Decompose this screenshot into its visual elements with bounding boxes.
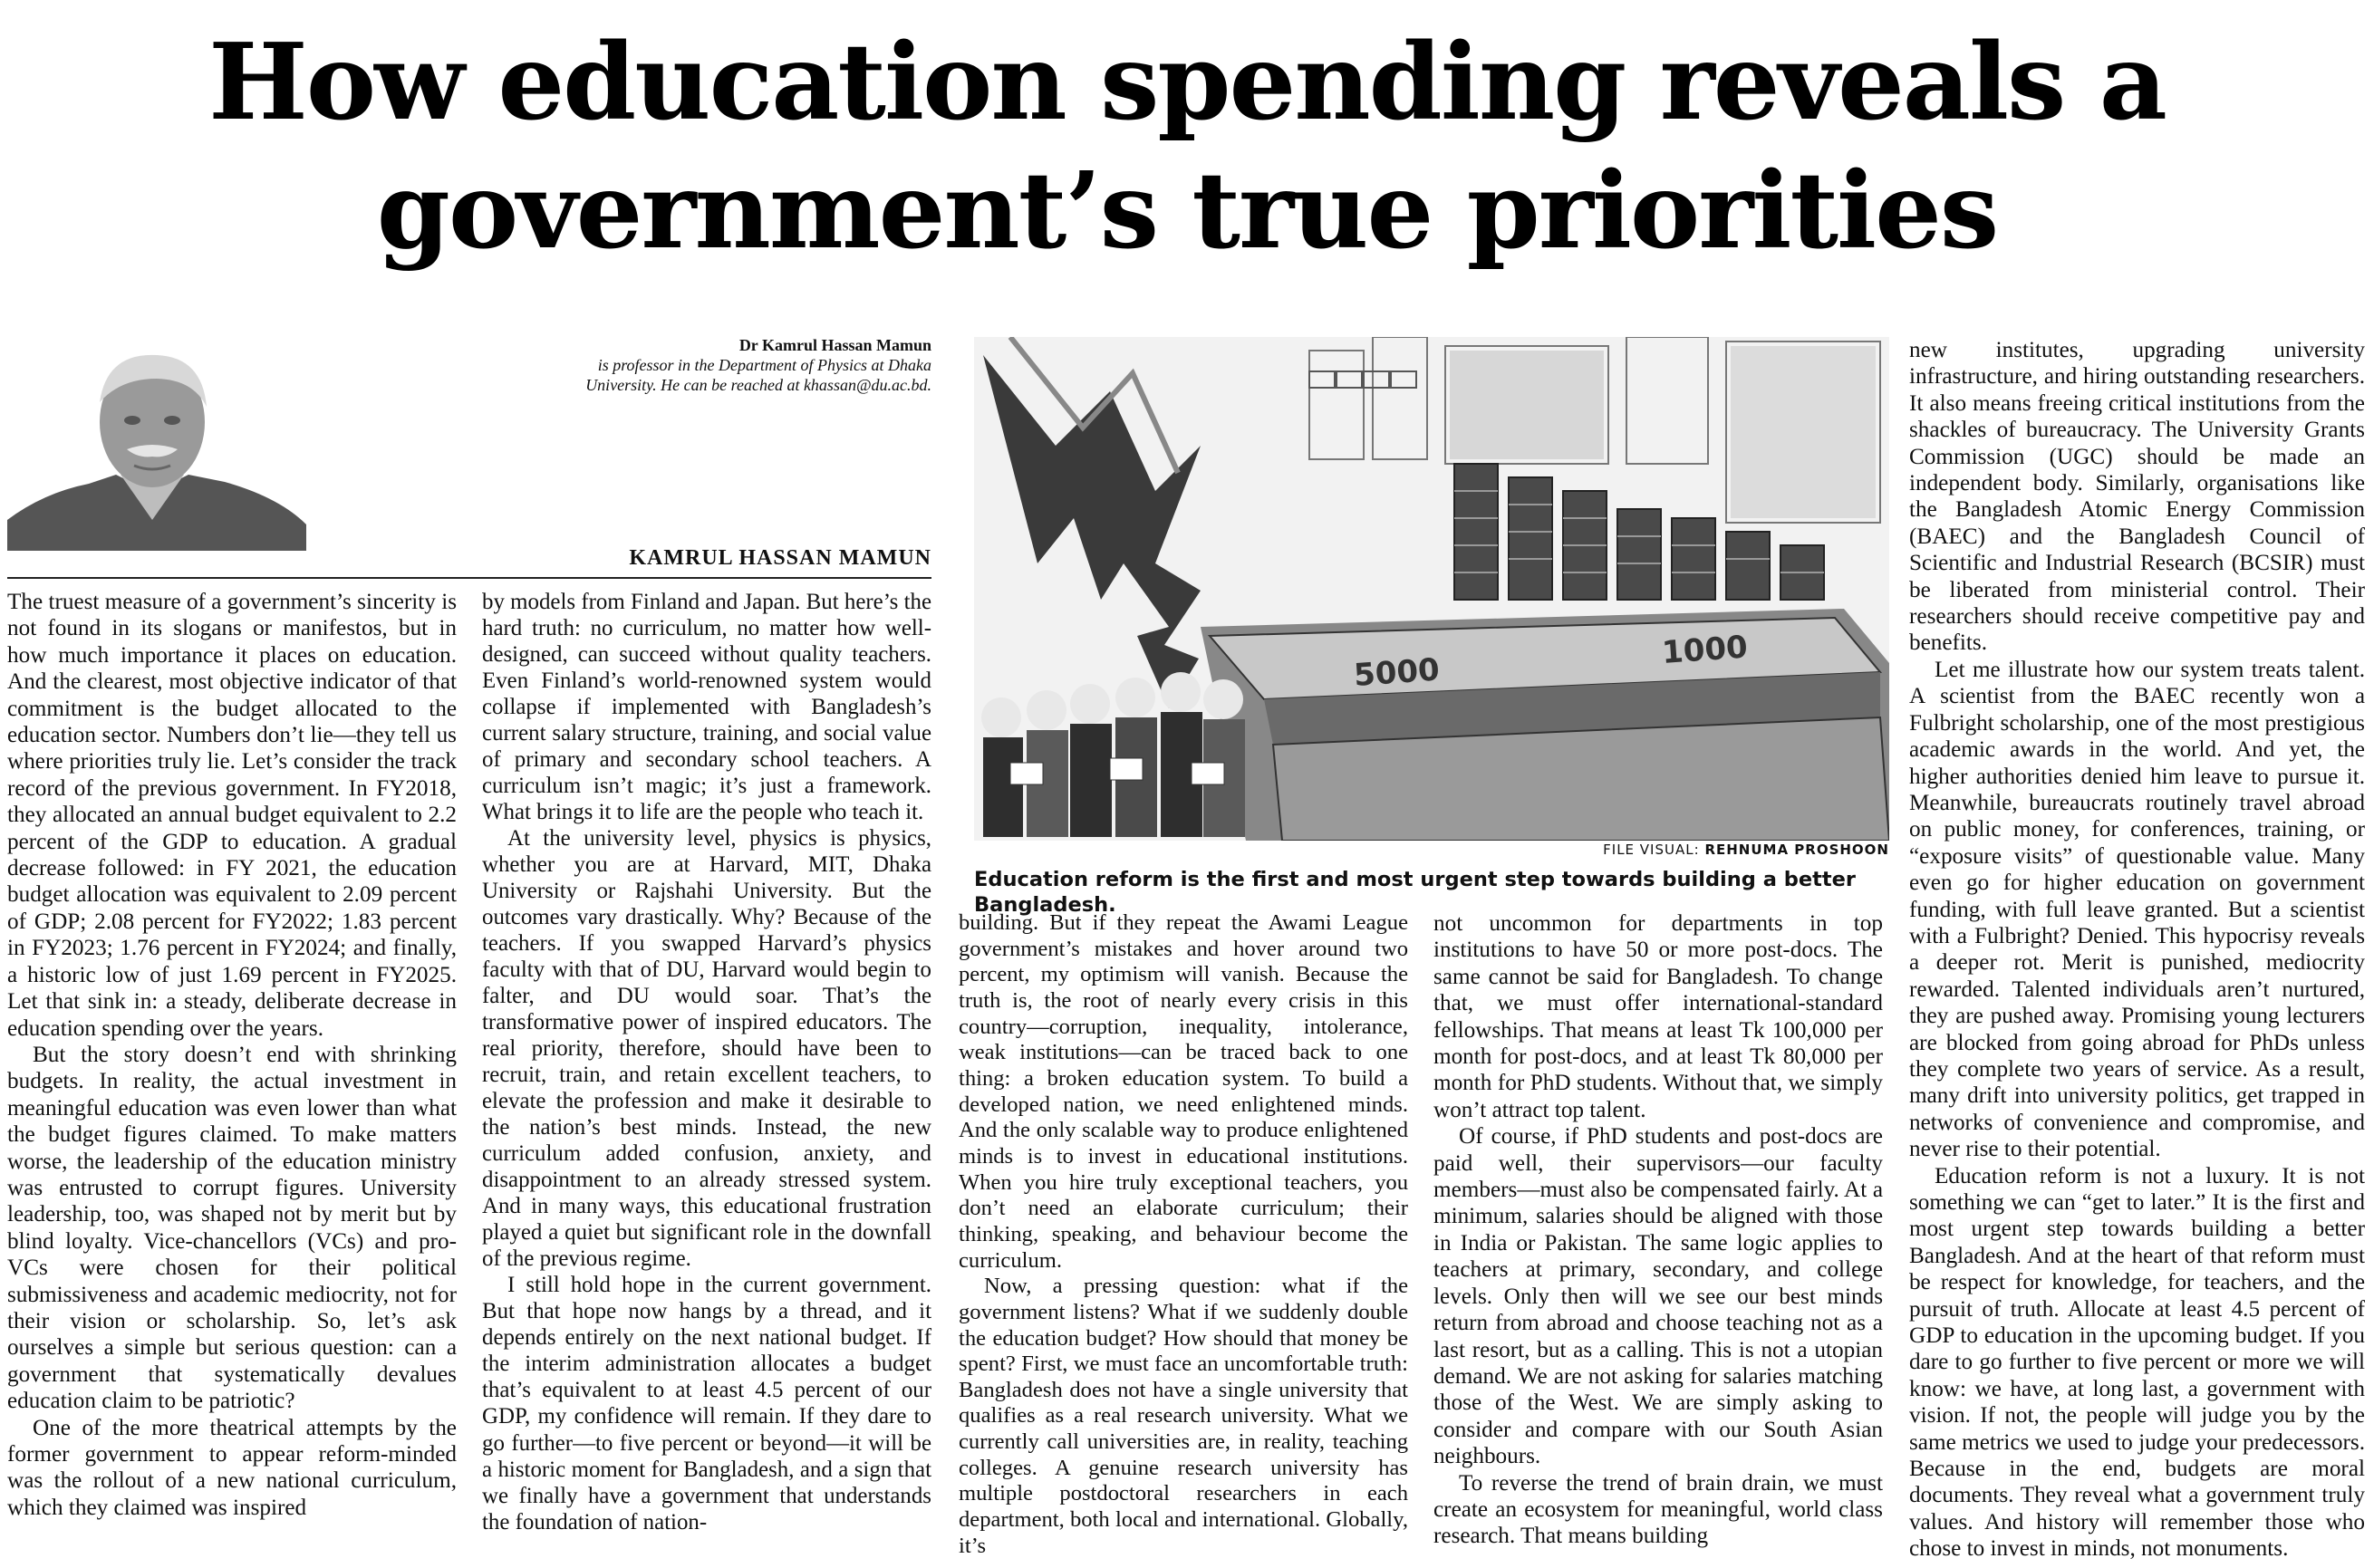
headline-line-2: government’s true priorities — [376, 149, 1998, 273]
paragraph: At the university level, physics is physics, whether you are at Harvard, MIT, Dhaka University or Rajshahi University. But the outcomes vary drastically. Why? Because of the teachers. If you swapped Harvard’s physics faculty with that of DU, Harvard would begin to falter, and DU would soar. That’s the transformative power of inspired educators. The real priority, therefore, should have been to recruit, train, and retain excellent teachers, to elevate the profession and make it desirable to the nation’s best minds. Instead, the new curriculum added confusion, anxiety, and disappointment to an already stressed system. And in many ways, this educational frustration played a quiet but significant role in the downfall of the previous regime. — [482, 826, 931, 1272]
student-figure — [1203, 679, 1245, 837]
image-credit-name: REHNUMA PROSHOON — [1704, 842, 1889, 858]
paragraph: But the story doesn’t end with shrinking budgets. In reality, the actual investment in meaningful education was even lower than what the budget figures claimed. To make matters worse, the leadership of the education ministry was entrusted to corrupt figures. University leadership, too, was shaped not by merit but by blind loyalty. Vice-chancellors (VCs) and pro-VCs were chosen for their political submissiveness and academic mediocrity, not for their vision or scholarship. So, let’s ask ourselves a simple but serious question: can a government that systematically devalues education claim to be patriotic? — [7, 1042, 457, 1414]
paragraph: I still hold hope in the current government. But that hope now hangs by a thread, and it depends entirely on the next national budget. If the interim administration allocates a budget that’s equivalent to at least 4.5 percent of our GDP, my confidence will remain. If they dare to go further—to five percent or beyond—it will be a historic moment for Bangladesh, and a sign that we finally have a government that understands the foundation of nation- — [482, 1273, 931, 1534]
paragraph: new institutes, upgrading university infrastructure, and hiring outstanding researchers. It also means freeing critical institutions from the shackles of bureaucracy. The University Grants Commission (UGC) should be made an independent body. Similarly, organisations like the Bangladesh Atomic Energy Commission (BAEC) and the Bangladesh Council of Scientific and Industrial Research (BCSIR) must be liberated from ministerial control. Their researchers should receive competitive pay and benefits. — [1909, 338, 2365, 656]
image-credit-label: FILE VISUAL: — [1603, 842, 1700, 858]
author-photo — [7, 339, 306, 551]
student-figure — [1070, 684, 1112, 837]
byline-bio-line-2: University. He can be reached at khassan@du.ac.bd. — [585, 376, 931, 394]
headline — [0, 18, 2374, 275]
paragraph: Education reform is not a luxury. It is not something we can “get to later.” It is the first and most urgent step towards building a better Bangladesh. And at the heart of that reform must be respect for knowledge, for teachers, and the pursuit of truth. Allocate at least 4.5 percent of GDP to education in the upcoming budget. If you dare to go further to five percent or more we will know: we have, at long last, a government with vision. If not, the people will judge you by the same metrics we used to judge your predecessors. Because in the end, budgets are moral documents. They reveal what a government truly values. And history will remember those who chose to invest in minds, not monuments. — [1909, 1163, 2365, 1562]
byline-bio-line-1: is professor in the Department of Physics at Dhaka — [597, 356, 931, 374]
byline — [381, 335, 931, 395]
illustration-graphic — [974, 337, 1889, 841]
paragraph: Now, a pressing question: what if the government listens? What if we suddenly double the education budget? How should that money be spent? First, we must face an uncomfortable truth: Bangladesh does not have a single university that qualifies as a real research university. What we currently call universities are, in reality, teaching colleges. A genuine research university has multiple postdoctoral researchers in each department, both local and international. Globally, it’s — [959, 1274, 1408, 1558]
byline-rule — [7, 577, 931, 579]
paragraph: The truest measure of a government’s sincerity is not found in its slogans or manifestos, but in how much importance it places on education. And the clearest, most objective indicator of that commitment is the budget allocated to the education sector. Numbers don’t lie—they tell us where priorities truly lie. Let’s consider the track record of the previous government. In FY2018, they allocated an annual budget equivalent to 2.2 percent of the GDP to education. A gradual decrease followed: in FY 2021, the education budget allocation was equivalent to 2.09 percent of GDP; 2.08 percent for FY2022; 1.83 percent in FY2023; 1.76 percent in FY2024; and finally, a historic low of just 1.69 percent in FY2025. Let that sink in: a steady, deliberate decrease in education spending over the years. — [7, 590, 457, 1041]
paragraph: by models from Finland and Japan. But here’s the hard truth: no curriculum, no matter how well-designed, can succeed without quality teachers. Even Finland’s world-renowned system would collapse if implemented with Bangladesh’s current salary structure, training, and social value of primary and secondary school teachers. A curriculum isn’t magic; it’s just a framework. What brings it to life are the people who teach it. — [482, 590, 931, 825]
paragraph: Let me illustrate how our system treats talent. A scientist from the BAEC recently won a Fulbright scholarship, one of the most prestigious academic awards in the world. And yet, the higher authorities denied him leave to pursue it. Meanwhile, bureaucrats routinely travel abroad on public money, for conferences, training, or “exposure visits” of questionable value. Many even go for higher education on government funding, with full leave granted. But a scientist with a Fulbright? Denied. This hypocrisy reveals a deeper rot. Merit is punished, mediocrity rewarded. Talented individuals aren’t nurtured, they are pushed away. Promising young lecturers are blocked from going abroad for PhDs unless they complete two years of service. As a result, many drift into university politics, get trapped in networks of convenience and compromise, and never rise to their potential. — [1909, 657, 2365, 1162]
article-column-4 — [1433, 910, 1883, 1563]
byline-name: Dr Kamrul Hassan Mamun — [738, 336, 931, 354]
author-name: KAMRUL HASSAN MAMUN — [629, 546, 931, 570]
paragraph: Of course, if PhD students and post-docs are paid well, their supervisors—our faculty members—must also be compensated fairly. At a minimum, salaries should be aligned with those in India or Pakistan. The same logic applies to teachers at primary, secondary, and college levels. Only then will we see our best minds return from abroad and choose teaching not as a last resort, but as a calling. This is not a utopian demand. We are not asking for salaries matching those of the West. We are simply asking to consider and compare with our South Asian neighbours. — [1433, 1124, 1883, 1469]
headline-line-1: How education spending reveals a — [208, 21, 2166, 144]
article-column-1 — [7, 589, 457, 1563]
article-illustration — [974, 337, 1889, 841]
paragraph: not uncommon for departments in top institutions to have 50 or more post-docs. The same cannot be said for Bangladesh. To change that, we must offer international-standard fellowships. That means at least Tk 100,000 per month for post-docs, and at least Tk 80,000 per month for PhD students. Without that, we simply won’t attract top talent. — [1433, 911, 1883, 1122]
student-figure — [1115, 678, 1157, 837]
image-caption: Education reform is the first and most urgent step towards building a better Bangladesh. — [974, 868, 1856, 917]
paragraph: One of the more theatrical attempts by the former government to appear reform-minded was the rollout of a new national curriculum, which they claimed was inspired — [7, 1415, 457, 1520]
student-figure — [1161, 672, 1202, 837]
article-column-2 — [482, 589, 931, 1563]
article-column-5 — [1909, 337, 2365, 1563]
paragraph: To reverse the trend of brain drain, we must create an ecosystem for meaningful, world class research. That means building — [1433, 1470, 1883, 1549]
image-credit — [1540, 842, 1889, 858]
paragraph: building. But if they repeat the Awami League government’s mistakes and hover around two percent, my optimism will vanish. Because the truth is, the root of nearly every crisis in this country—corruption, inequality, intolerance, weak institutions—can be traced back to one thing: a broken education system. To build a developed nation, we need enlightened minds. And the only scalable way to produce enlightened minds is to invest in educational institutions. When you hire truly exceptional teachers, you don’t need an elaborate curriculum; their thinking, speaking, and behaviour become the curriculum. — [959, 910, 1408, 1273]
banknote-denomination-1: 5000 — [1352, 651, 1442, 694]
banknote-denomination-2: 1000 — [1660, 629, 1750, 671]
article-column-3 — [959, 910, 1408, 1563]
